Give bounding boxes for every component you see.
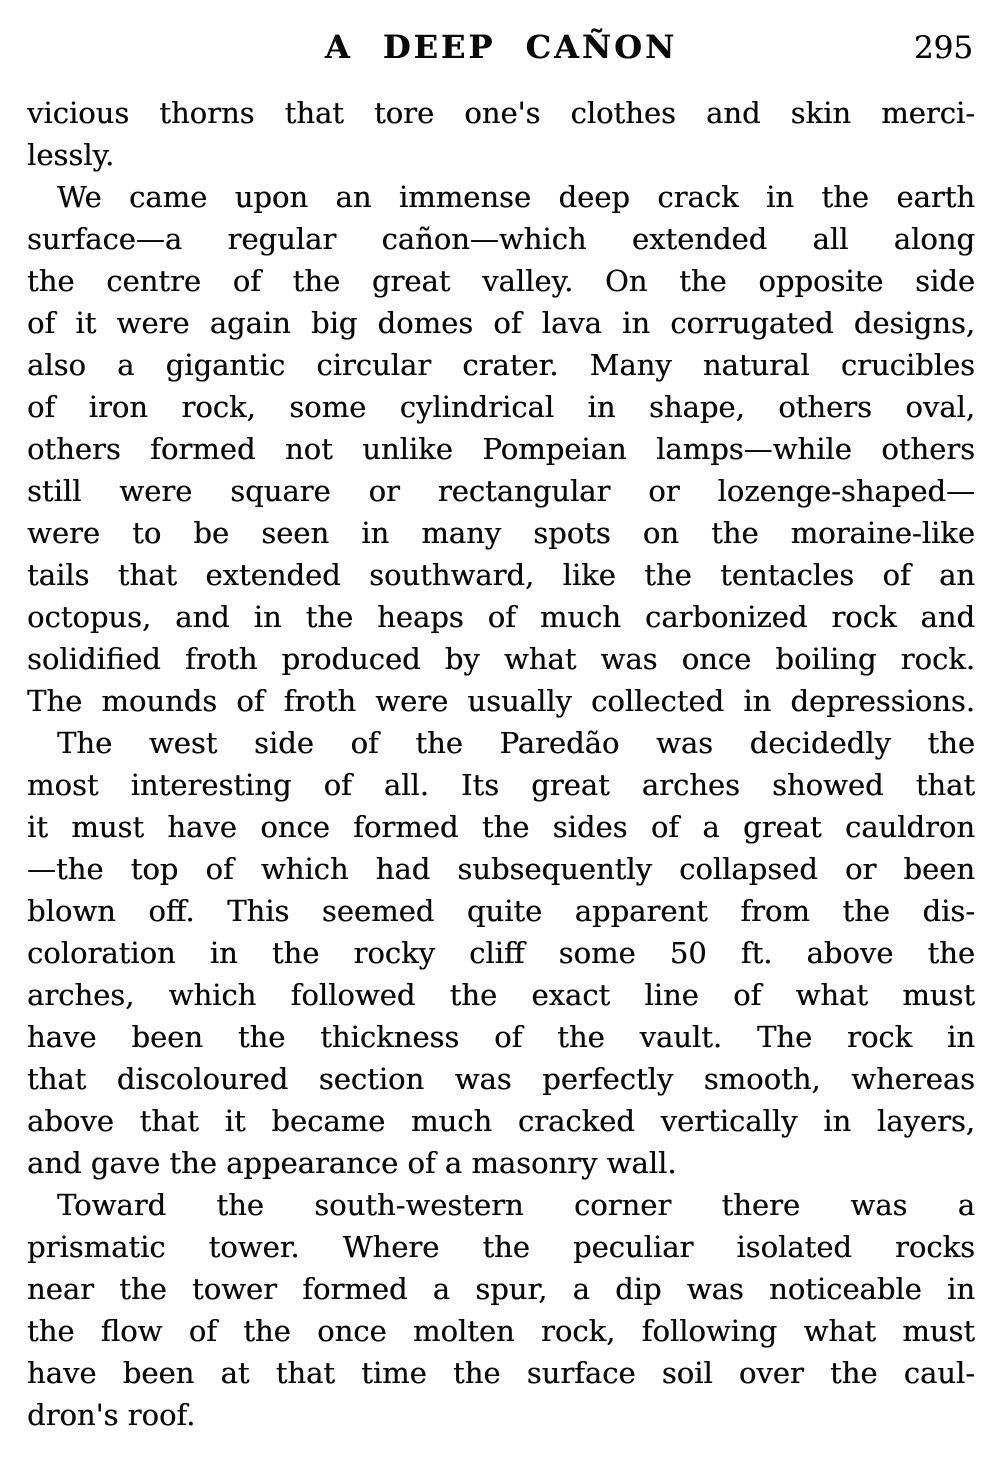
running-title: A DEEP CAÑON	[324, 28, 678, 66]
text-line: octopus, and in the heaps of much carbonized rock and	[27, 600, 975, 634]
paragraph	[27, 176, 975, 722]
text-line: coloration in the rocky cliff some 50 ft. above the	[27, 936, 975, 970]
text-line: tails that extended southward, like the tentacles of an	[27, 558, 975, 592]
text-line: solidified froth produced by what was once boiling rock.	[27, 642, 975, 676]
text-line: most interesting of all. Its great arches showed that	[27, 768, 975, 802]
text-line: of iron rock, some cylindrical in shape, others oval,	[27, 390, 975, 424]
page-number: 295	[913, 30, 973, 66]
text-line: vicious thorns that tore one's clothes and skin merci-	[27, 96, 975, 130]
text-line: that discoloured section was perfectly smooth, whereas	[27, 1062, 975, 1096]
text-line: blown off. This seemed quite apparent from the dis-	[27, 894, 975, 928]
text-line: the flow of the once molten rock, following what must	[27, 1314, 975, 1348]
text-line: We came upon an immense deep crack in the earth	[57, 180, 975, 214]
page-body	[27, 92, 975, 1436]
text-line: still were square or rectangular or lozenge-shaped—	[27, 474, 975, 508]
text-line: others formed not unlike Pompeian lamps—while others	[27, 432, 975, 466]
text-line: were to be seen in many spots on the moraine-like	[27, 516, 975, 550]
text-line: it must have once formed the sides of a great cauldron	[27, 810, 975, 844]
text-line: also a gigantic circular crater. Many natural crucibles	[27, 348, 975, 382]
text-line: The west side of the Paredão was decidedly the	[57, 726, 975, 760]
paragraph	[27, 1184, 975, 1436]
text-line: have been at that time the surface soil over the caul-	[27, 1356, 975, 1390]
text-line: arches, which followed the exact line of what must	[27, 978, 975, 1012]
text-line: near the tower formed a spur, a dip was noticeable in	[27, 1272, 975, 1306]
text-line: of it were again big domes of lava in corrugated designs,	[27, 306, 975, 340]
paragraph	[27, 92, 975, 176]
text-line: dron's roof.	[27, 1398, 196, 1432]
text-line: surface—a regular cañon—which extended all along	[27, 222, 975, 256]
paragraph	[27, 722, 975, 1184]
text-line: have been the thickness of the vault. The rock in	[27, 1020, 975, 1054]
page-header	[27, 26, 975, 68]
text-line: and gave the appearance of a masonry wall.	[27, 1146, 677, 1180]
text-line: The mounds of froth were usually collected in depressions.	[27, 684, 975, 718]
text-line: lessly.	[27, 138, 115, 172]
text-line: prismatic tower. Where the peculiar isolated rocks	[27, 1230, 975, 1264]
text-line: Toward the south-western corner there was a	[57, 1188, 975, 1222]
text-line: —the top of which had subsequently collapsed or been	[27, 852, 975, 886]
text-line: above that it became much cracked vertically in layers,	[27, 1104, 975, 1138]
text-line: the centre of the great valley. On the opposite side	[27, 264, 975, 298]
